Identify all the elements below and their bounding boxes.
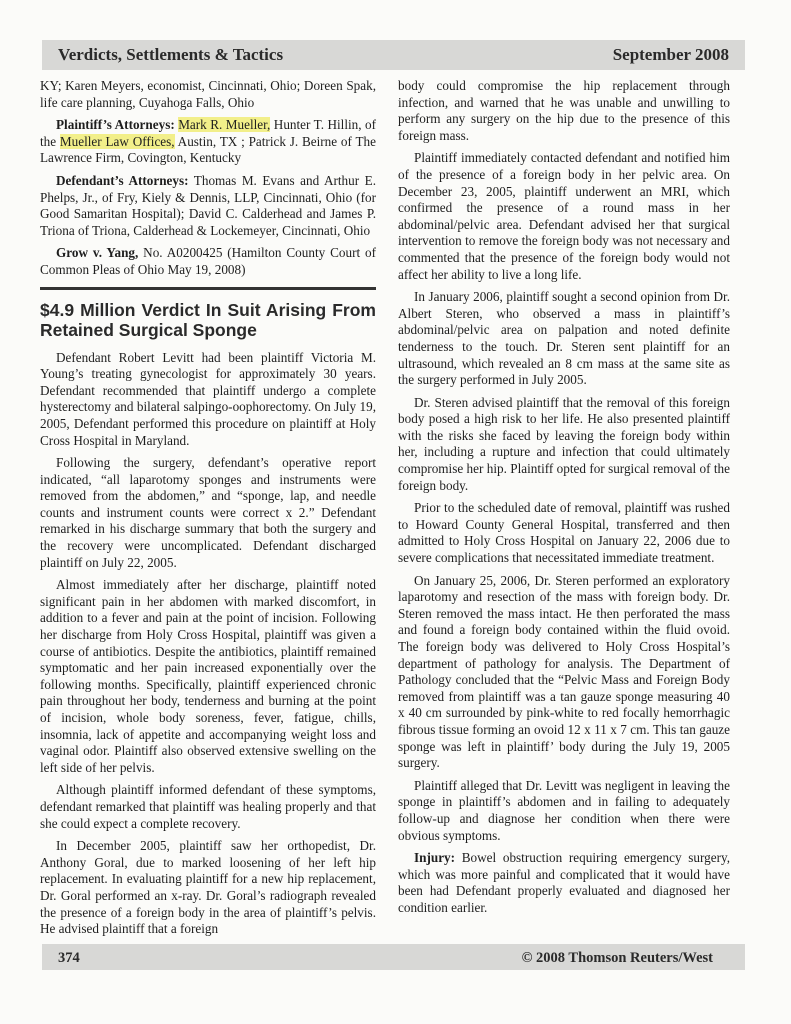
highlighted-attorney-name: Mark R. Mueller,: [178, 117, 271, 133]
article-paragraph: Dr. Steren advised plaintiff that the removal of this foreign body posed a high risk to her life. He also presented plaintiff with the risks she faced by leaving the foreign body within her, including a rupture and infection that could ultimately compromise her hip. Plaintiff opted for surgical removal of the foreign body.: [398, 394, 730, 493]
right-column: [398, 78, 730, 923]
defendant-attorneys-label: Defendant’s Attorneys:: [56, 172, 189, 188]
article-paragraph: Although plaintiff informed defendant of these symptoms, defendant remarked that plaintiff was healing properly and that she could expect a complete recovery.: [40, 782, 376, 831]
injury-text: Bowel obstruction requiring emergency surgery, which was more painful and complicated that it would have been had Defendant properly evaluated and diagnosed her condition earlier.: [398, 850, 730, 915]
issue-date: September 2008: [612, 45, 729, 64]
left-column: [40, 78, 376, 944]
article-paragraph: body could compromise the hip replacement through infection, and warned that he was unable and unwilling to perform any surgery on the hip due to the presence of this foreign mass.: [398, 78, 730, 143]
injury-label: Injury:: [414, 850, 456, 866]
article-paragraph: Defendant Robert Levitt had been plaintiff Victoria M. Young’s treating gynecologist for approximately 30 years. Defendant recommended that plaintiff undergo a complete hysterectomy and bilateral salpingo-oophorectomy. On July 19, 2005, Defendant performed this procedure on plaintiff at Holy Cross Hospital in Maryland.: [40, 349, 376, 448]
publication-title: Verdicts, Settlements & Tactics: [58, 45, 284, 64]
case-citation: [40, 245, 376, 278]
case-citation-text: No. A0200425 (Hamilton County Court of Common Pleas of Ohio May 19, 2008): [40, 245, 376, 277]
injury-paragraph: [398, 850, 730, 916]
experts-continued: KY; Karen Meyers, economist, Cincinnati, Ohio; Doreen Spak, life care planning, Cuyahoga Falls, Ohio: [40, 78, 376, 110]
case-name: Grow v. Yang,: [56, 245, 139, 261]
page-number: 374: [58, 950, 80, 966]
section-divider: [40, 287, 376, 290]
article-paragraph: Plaintiff alleged that Dr. Levitt was negligent in leaving the sponge in plaintiff’s abdomen and in failing to adequately follow-up and diagnose her condition when there were obvious symptoms.: [398, 777, 730, 843]
plaintiff-attorneys: [40, 117, 376, 167]
article-headline: $4.9 Million Verdict In Suit Arising From Retained Surgical Sponge: [40, 299, 376, 340]
defendant-attorneys: [40, 173, 376, 239]
plaintiff-attorneys-label: Plaintiff’s Attorneys:: [56, 117, 175, 133]
defendant-attorneys-text: Thomas M. Evans and Arthur E. Phelps, Jr., of Fry, Kiely & Dennis, LLP, Cincinnati, Ohio (for Good Samaritan Hospital); David C. Calderhead and James P. Triona of Triona, Calderhead & Lockemeyer, Cincinnati, Ohio: [40, 172, 376, 238]
copyright: © 2008 Thomson Reuters/West: [521, 950, 713, 966]
article-paragraph: Prior to the scheduled date of removal, plaintiff was rushed to Howard County General Hospital, transferred and then admitted to Holy Cross Hospital on January 22, 2006 due to severe complications that necessitated immediate treatment.: [398, 500, 730, 566]
highlighted-firm-name: Mueller Law Offices,: [59, 133, 175, 149]
article-paragraph: On January 25, 2006, Dr. Steren performed an exploratory laparotomy and resection of the mass with foreign body. Dr. Steren removed the mass intact. He then perforated the mass and found a foreign body contained within the fluid ovoid. The foreign body was delivered to Holy Cross Hospital’s department of pathology for analysis. The Department of Pathology concluded that the “Pelvic Mass and Foreign Body removed from plaintiff was a tan gauze sponge measuring 40 x 40 cm surrounded by pink-white to red focally hemorrhagic fibrous tissue forming an ovoid 12 x 11 x 7 cm. This tan gauze sponge was left in plaintiff’ body during the July 19, 2005 surgery.: [398, 572, 730, 771]
article-paragraph: Plaintiff immediately contacted defendant and notified him of the presence of a foreign body in her pelvic area. On December 23, 2005, plaintiff underwent an MRI, which confirmed the presence of a round mass in her abdominal/pelvic area. Defendant advised her that surgical intervention to remove the foreign body was not necessary and commented that the presence of the foreign body would not affect her ability to live a long life.: [398, 150, 730, 282]
article-paragraph: Following the surgery, defendant’s operative report indicated, “all laparotomy sponges and instruments were removed from the abdomen,” and “sponge, lap, and needle counts and instrument counts were correct x 2.” Defendant remarked in his discharge summary that both the surgery and the recovery were uncomplicated. Defendant discharged plaintiff on July 22, 2005.: [40, 455, 376, 570]
article-paragraph: In December 2005, plaintiff saw her orthopedist, Dr. Anthony Goral, due to marked loosening of her left hip replacement. In evaluating plaintiff for a new hip replacement, Dr. Goral performed an x-ray. Dr. Goral’s radiograph revealed the presence of a foreign body in the area of plaintiff’s pelvis. He advised plaintiff that a foreign: [40, 838, 376, 937]
plaintiff-attorneys-text-b: Austin, TX ; Patrick J. Beirne of The Lawrence Firm, Covington, Kentucky: [40, 133, 376, 166]
plaintiff-attorneys-text-a: Hunter T. Hillin, of the: [40, 117, 377, 149]
article-paragraph: Almost immediately after her discharge, plaintiff noted significant pain in her abdomen with marked discomfort, in addition to a fever and pain at the point of incision. Following her discharge from Holy Cross Hospital, plaintiff was given a course of antibiotics. Despite the antibiotics, plaintiff remained symptomatic and her pain increased exponentially over the following months. Specifically, plaintiff experienced chronic pain throughout her body, tenderness and burning at the point of incision, whole body soreness, fever, fatigue, chills, insomnia, lack of appetite and accompanying weight loss and vaginal odor. Plaintiff also observed extensive swelling on the left side of her pelvis.: [40, 577, 376, 775]
article-paragraph: In January 2006, plaintiff sought a second opinion from Dr. Albert Steren, who observed a mass in plaintiff’s abdominal/pelvic area on palpation and noted definite tenderness to the touch. Dr. Steren sent plaintiff for an ultrasound, which revealed an 8 cm mass at the same site as the surgery performed in July 2005.: [398, 289, 730, 388]
